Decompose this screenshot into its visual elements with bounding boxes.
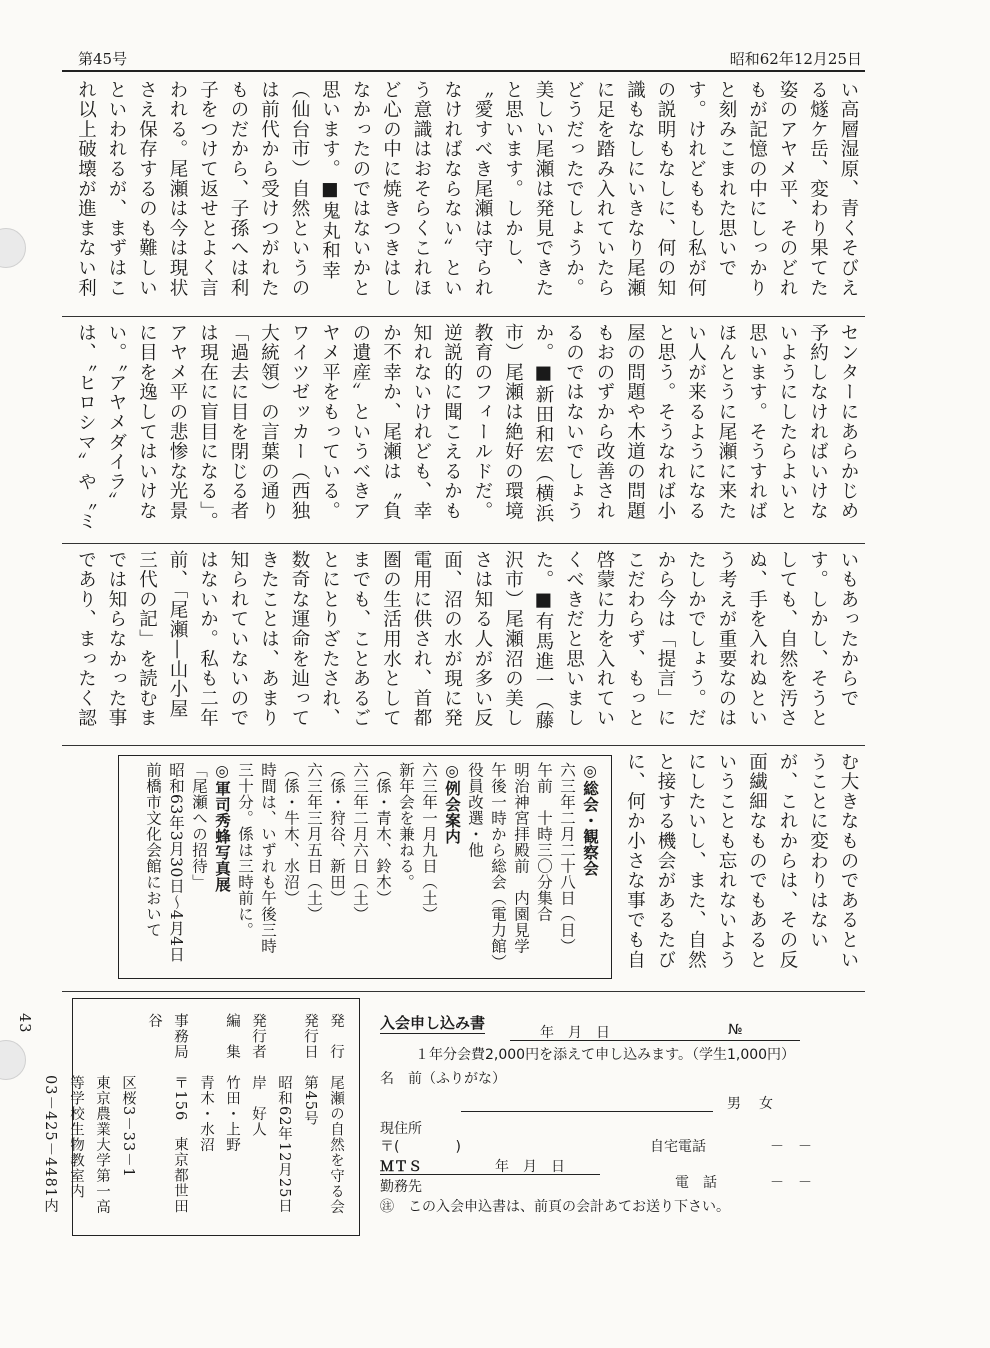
article-column-1 — [68, 80, 863, 308]
header-rule — [62, 70, 865, 72]
pub-line: 東京農業大学第一高 — [94, 1013, 110, 1215]
form-fee-text: １年分会費2,000円を添えて申し込みます。（学生1,000円） — [415, 1047, 796, 1063]
publication-info-text — [11, 1013, 349, 1228]
issue-date: 昭和62年12月25日 — [729, 50, 862, 68]
regular-line: 六三年一月九日（土） — [420, 762, 438, 922]
article-column-4 — [620, 752, 863, 982]
form-mts-date: 年 月 日 — [495, 1159, 565, 1175]
section-divider-1 — [62, 316, 865, 317]
form-postal-label: 〒( ) — [380, 1139, 461, 1155]
regular-line: 三十分。係は三時前に。 — [236, 762, 254, 938]
pub-line: 03－425－4481内43 — [16, 1013, 58, 1214]
regular-line: （係・青木、鈴木） — [374, 762, 392, 906]
regular-meeting-title: ◎例会案内 — [443, 762, 461, 845]
membership-application-form — [375, 1000, 845, 1240]
general-meeting-title: ◎総会・観察会 — [581, 762, 599, 877]
punch-hole-top — [0, 228, 26, 268]
general-line: 明治神宮拝殿前 内園見学 — [512, 762, 530, 954]
general-line: 役員改選・他 — [466, 762, 484, 858]
regular-line: （係・狩谷、新田） — [328, 762, 346, 906]
regular-line: （係・牛木、水沼） — [282, 762, 300, 906]
general-line: 午前 十時三〇分集合 — [535, 762, 553, 922]
article-text-1: い高層湿原、青くそびえる燧ケ岳、変わり果てた姿のアヤメ平、そのどれもが記憶の中にしっかりと刻みこまれた思いです。けれどももし私が何の説明もなしに、何の知識もなしにいきなり尾瀬に足を踏み入れていたらどうだったでしょうか。美しい尾瀬は発見できたと思います。しかし、〝愛すべき尾瀬は守られなければならない〟という意識はおそらくこれほど心の中に焼きつきはしなかったのではないかと思います。■鬼丸和幸（仙台市）自然というのは前代から受けつがれたものだから、子孫へは利子をつけて返せとよく言われる。尾瀬は今は現状さえ保存するのも難しいといわれるが、まずはこれ以上破壊が進まない利 — [75, 80, 859, 298]
pub-line: 発行日 第45号 — [302, 1013, 318, 1127]
meeting-notice-box — [118, 755, 612, 979]
form-date-line — [510, 1022, 800, 1041]
article-column-3 — [68, 550, 863, 738]
regular-line: 新年会を兼ねる。 — [397, 762, 415, 890]
form-title: 入会申し込み書 — [380, 1014, 486, 1032]
meeting-notice-text — [141, 762, 601, 974]
exhibit-line: 昭和63年3月30日～4月4日 — [167, 762, 185, 963]
pub-line: 昭和62年12月25日 — [276, 1013, 292, 1214]
form-work-label: 勤務先 — [380, 1179, 422, 1195]
section-divider-2 — [62, 543, 865, 544]
pub-line: 等学校生物教室内 — [68, 1013, 84, 1199]
pub-line: 発行者 岸 好人 — [250, 1013, 266, 1137]
general-line: 午後一時から総会（電力館） — [489, 762, 507, 970]
regular-line: 六三年二月六日（土） — [351, 762, 369, 922]
article-text-3: いもあったからです。しかし、そうとしても、自然を汚さぬ、手を入れぬという考えが重要なのはたしかでしょう。だから今は「提言」にこだわらず、もっと啓蒙に力を入れていくべきだと思いました。■有馬進一（藤沢市）尾瀬沼の美しさは知る人が多い反面、沼の水が現に発電用に供され、首都圏の生活用水としてまでも、ことあるごとにとりざたされ、数奇な運命を辿ってきたことは、あまり知られていないのではないか。私も二年前、「尾瀬―山小屋三代の記」を読むまでは知らなかった事であり、まったく認 — [75, 550, 859, 731]
form-number-label: № — [728, 1022, 743, 1038]
form-home-phone-label: 自宅電話 — [650, 1139, 706, 1155]
section-divider-4 — [62, 991, 865, 992]
form-mts-line[interactable] — [380, 1156, 600, 1175]
regular-line: 時間は、いずれも午後三時 — [259, 762, 277, 954]
form-gender-label: 男 女 — [727, 1096, 775, 1112]
form-address-label: 現住所 — [380, 1121, 422, 1137]
section-divider-3 — [62, 745, 865, 746]
form-home-phone-dashes: － － — [770, 1139, 812, 1155]
general-line: 六三年二月二十八日（日） — [558, 762, 576, 954]
form-name-field[interactable] — [461, 1093, 713, 1112]
form-work-phone-dashes: － － — [770, 1175, 812, 1191]
form-mts-label: ＭＴＳ — [380, 1159, 422, 1175]
pub-line: 事務局 〒156 東京都世田谷 — [146, 1013, 188, 1215]
publication-info-box — [16, 998, 360, 1236]
exhibit-title: ◎軍司秀蜂写真展 — [213, 762, 231, 893]
exhibit-line: 前橋市文化会館において — [144, 762, 162, 938]
pub-line: 区桜3－33－1 — [120, 1013, 136, 1178]
regular-line: 六三年三月五日（土） — [305, 762, 323, 922]
form-work-phone-label: 電 話 — [675, 1175, 717, 1191]
issue-number: 第45号 — [78, 50, 128, 68]
article-text-2: センターにあらかじめ予約しなければいけないようにしたらよいと思います。そうすればほんとうに尾瀬に来たい人が来るようになると思う。そうなれば小屋の問題や木道の問題もおのずから改善されるのではないでしょうか。■新田和宏（横浜市）尾瀬は絶好の環境教育のフィールドだ。逆説的に聞こえるかも知れないけれども、幸か不幸か、尾瀬は〝負の遺産〟というべきアヤメ平をもっている。ワイツゼッカー（西独大統領）の言葉の通り「過去に目を閉じる者は現在に盲目になる」。アヤメ平の悲惨な光景に目を逸してはいけない。〝アヤメダイラ〟は、〝ヒロシマ〟や〝ミ — [75, 323, 859, 532]
article-text-4: む大きなものであるということに変わりはないが、これからは、その反面繊細なものでもあるということも忘れないようにしたいし、また、自然と接する機会があるたびに、何か小さな事でも自 — [624, 752, 859, 970]
form-name-label: 名 前（ふりがな） — [380, 1071, 506, 1087]
pub-line: 発 行 尾瀬の自然を守る会 — [328, 1013, 344, 1215]
pub-line: 青木・水沼 — [198, 1013, 214, 1153]
pub-line: 編 集 竹田・上野 — [224, 1013, 240, 1153]
form-date-label: 年 月 日 — [540, 1025, 610, 1041]
form-note: ㊟ この入会申込書は、前頁の会計あてお送り下さい。 — [380, 1199, 730, 1215]
exhibit-line: 「尾瀬への招待」 — [190, 762, 208, 890]
article-column-2 — [68, 323, 863, 535]
